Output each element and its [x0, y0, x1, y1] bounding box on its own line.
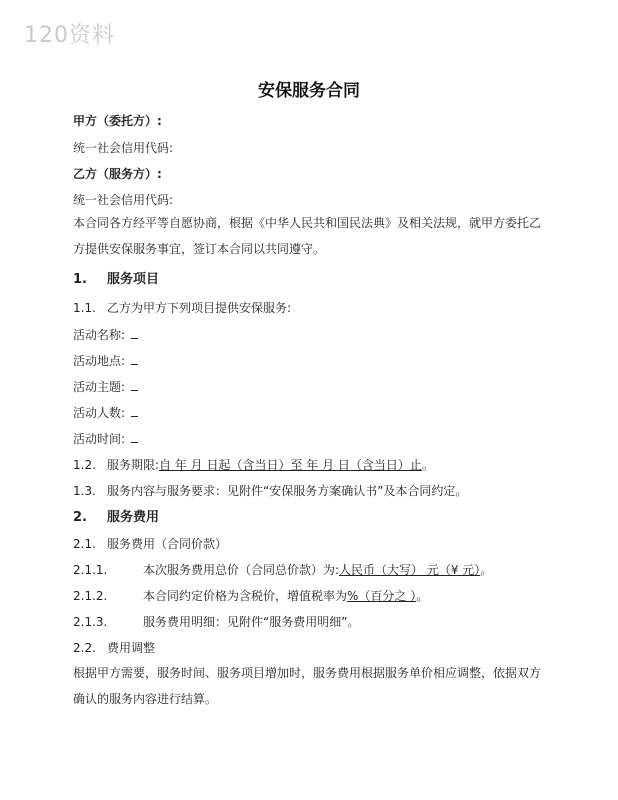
fill-blank — [131, 430, 138, 443]
clause-number: 1.3. — [73, 484, 96, 498]
clause-text: 服务费用（合同价款） — [107, 537, 228, 551]
field-label: 活动主题: — [73, 380, 126, 394]
clause-text: 本合同约定价格为含税价，增值税率为 — [143, 589, 348, 603]
clause-text: 服务费用明细：见附件“服务费用明细”。 — [143, 615, 360, 629]
clause-2-2 — [73, 640, 155, 656]
fee-adjustment-paragraph: 根据甲方需要，服务时间、服务项目增加时，服务费用根据服务单价相应调整，依据双方确认的服务内容进行结算。 — [73, 666, 542, 706]
tax-rate-value: %（百分之 ） — [347, 589, 417, 603]
clause-1-3 — [73, 483, 467, 499]
clause-2-1-2 — [73, 588, 428, 604]
watermark: 120资料 — [24, 23, 115, 48]
clause-number: 2.1.1. — [73, 563, 108, 577]
field-activity-time — [73, 430, 138, 447]
section-title: 服务费用 — [107, 510, 160, 525]
service-period-value: 自 年 月 日起（含当日）至 年 月 日（含当日）止 — [159, 458, 422, 472]
document-title: 安保服务合同 — [258, 81, 360, 101]
clause-text: 乙方为甲方下列项目提供安保服务: — [107, 301, 292, 315]
section-number: 2. — [73, 510, 87, 525]
clause-number: 2.1. — [73, 537, 96, 551]
party-a-label: 甲方（委托方）: — [73, 114, 162, 128]
clause-text: 费用调整 — [107, 641, 156, 655]
clause-number: 2.1.3. — [73, 615, 108, 629]
clause-1-1 — [73, 300, 291, 316]
section-title: 服务项目 — [107, 272, 160, 287]
field-activity-name — [73, 326, 138, 343]
intro-paragraph: 本合同各方经平等自愿协商，根据《中华人民共和国民法典》及相关法规，就甲方委托乙方提供安保服务事宜，签订本合同以共同遵守。 — [73, 216, 542, 256]
clause-text: 服务内容与服务要求：见附件“安保服务方案确认书”及本合同约定。 — [107, 484, 468, 498]
field-label: 活动名称: — [73, 328, 126, 342]
field-activity-theme — [73, 378, 138, 395]
clause-text: 本次服务费用总价（合同总价款）为: — [143, 563, 340, 577]
clause-end: 。 — [480, 563, 493, 577]
fill-blank — [131, 326, 138, 339]
field-label: 活动时间: — [73, 432, 126, 446]
section-1-heading — [73, 272, 159, 288]
field-label: 活动人数: — [73, 406, 126, 420]
field-activity-location — [73, 352, 138, 369]
clause-number: 1.1. — [73, 301, 96, 315]
total-price-value: 人民币（大写） 元（¥ 元） — [339, 563, 481, 577]
clause-2-1-1 — [73, 562, 492, 578]
clause-number: 2.2. — [73, 641, 96, 655]
clause-1-2 — [73, 457, 434, 473]
section-number: 1. — [73, 272, 87, 287]
field-label: 活动地点: — [73, 354, 126, 368]
section-2-heading — [73, 510, 159, 526]
clause-end: 。 — [416, 589, 429, 603]
fill-blank — [131, 404, 138, 417]
clause-label: 服务期限: — [107, 458, 160, 472]
party-b-label: 乙方（服务方）: — [73, 167, 162, 181]
party-b-credit-code: 统一社会信用代码: — [73, 193, 174, 207]
fill-blank — [131, 352, 138, 365]
fill-blank — [131, 378, 138, 391]
clause-number: 1.2. — [73, 458, 96, 472]
clause-2-1 — [73, 536, 227, 552]
field-activity-headcount — [73, 404, 138, 421]
party-a-credit-code: 统一社会信用代码: — [73, 141, 174, 155]
clause-number: 2.1.2. — [73, 589, 108, 603]
clause-end: 。 — [421, 458, 434, 472]
clause-2-1-3 — [73, 614, 359, 630]
